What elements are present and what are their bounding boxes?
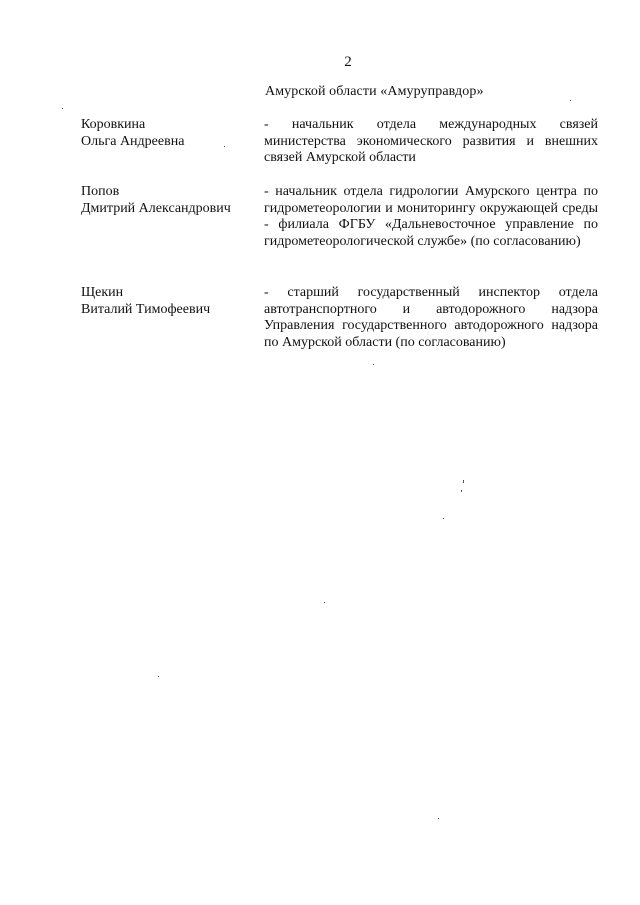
member-given-names: Ольга Андреевна	[81, 133, 185, 149]
member-surname: Щекин	[81, 285, 124, 300]
member-given-names: Дмитрий Александрович	[81, 200, 231, 216]
member-given-names: Виталий Тимофеевич	[81, 301, 211, 317]
member-name	[81, 184, 261, 217]
scan-speck	[62, 108, 63, 109]
continuation-text: Амурской области «Амуруправдор»	[265, 84, 484, 99]
scan-speck	[224, 146, 225, 147]
scan-speck	[158, 676, 159, 677]
member-name	[81, 117, 261, 150]
scan-speck	[463, 480, 464, 483]
member-surname: Попов	[81, 184, 120, 199]
member-role: - начальник отдела гидрологии Амурского центра по гидрометеорологии и мониторингу окружающей среды - филиала ФГБУ «Дальневосточное управление по гидрометеорологической службе» (по согласованию)	[264, 184, 598, 249]
scan-speck	[443, 518, 444, 519]
scan-speck	[373, 364, 374, 365]
member-surname: Коровкина	[81, 117, 146, 132]
scan-speck	[461, 490, 462, 492]
member-name	[81, 285, 261, 318]
member-role: - старший государственный инспектор отдела автотранспортного и автодорожного надзора Управления государственного автодорожного надзора по Амурской области (по согласованию)	[264, 285, 598, 350]
scan-speck	[570, 100, 571, 101]
member-role: - начальник отдела международных связей министерства экономического развития и внешних связей Амурской области	[264, 117, 598, 165]
page-number: 2	[344, 54, 352, 70]
scan-speck	[324, 602, 325, 603]
scan-speck	[438, 818, 439, 819]
